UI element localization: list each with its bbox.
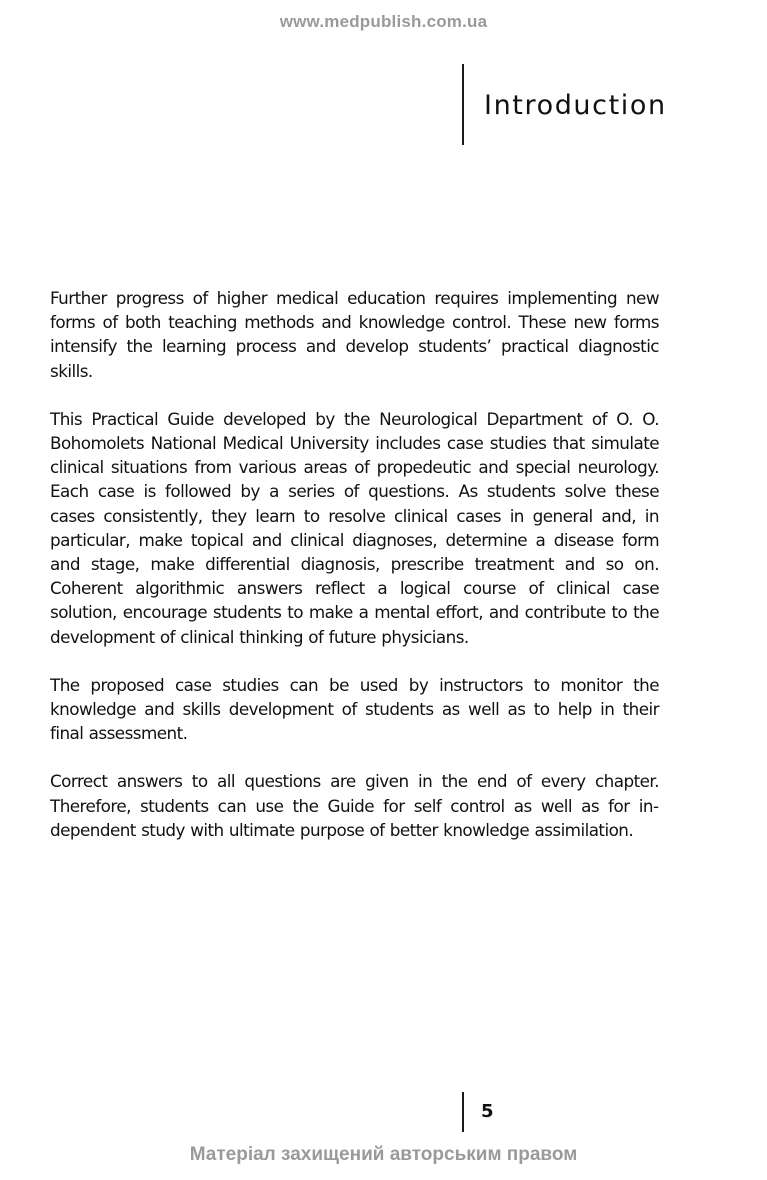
paragraph-4: Correct answers to all questions are given in the end of every chapter. Therefore, students can use the Guide for self control as well as for independent study with ultimate purpose of better knowledge assimilation. (50, 771, 659, 840)
copyright-watermark: Матеріал захищений авторським правом (189, 1144, 578, 1165)
introduction-body (50, 286, 659, 866)
paragraph-2: This Practical Guide developed by the Neurological Department of O. O. Bohomolets National Medical University includes case studies that simulate clinical situations from various areas of propedeutic and special neurology. Each case is followed by a series of questions. As students solve these cases consistently, they learn to resolve clinical cases in general and, in particular, make topical and clinical diagnoses, determine a disease form and stage, make differential diagnosis, prescribe treatment and so on. Coherent algorithmic answers reflect a logical course of clinical case solution, encourage students to make a mental effort, and contribute to the development of clinical thinking of future physicians. (50, 408, 659, 647)
paragraph-3: The proposed case studies can be used by instructors to monitor the knowledge and skills development of students as well as to help in their final assessment. (50, 674, 659, 744)
page-number-divider (462, 1092, 464, 1132)
chapter-heading-divider (462, 64, 464, 145)
publisher-url-watermark: www.medpublish.com.ua (279, 12, 488, 31)
page-number: 5 (481, 1101, 494, 1122)
paragraph-1: Further progress of higher medical education requires implementing new forms of both teaching methods and knowledge control. These new forms intensify the learning process and develop students’ practical diagnostic skills. (50, 288, 659, 381)
chapter-title: Introduction (484, 90, 667, 121)
